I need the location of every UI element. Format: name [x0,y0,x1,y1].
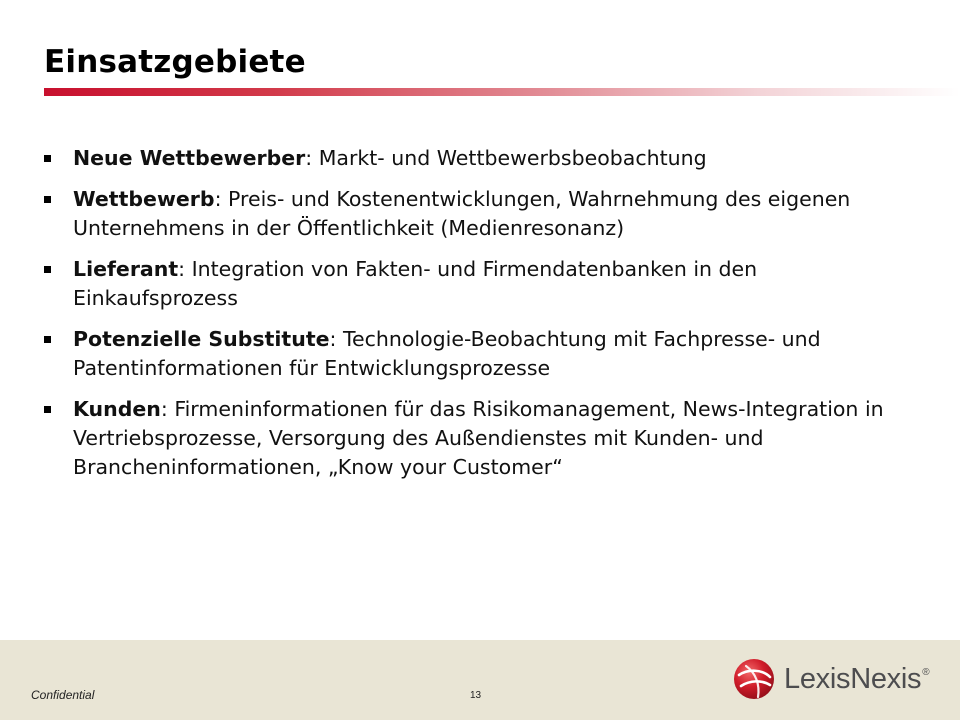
bullet-item [44,185,924,243]
title-underline-bar [44,88,960,96]
bullet-term: Neue Wettbewerber [73,146,306,170]
bullet-item [44,255,924,313]
bullet-text: : Integration von Fakten- und Firmendatenbanken in den Einkaufsprozess [73,257,758,310]
bullet-term: Kunden [73,397,161,421]
lexisnexis-sphere-icon [732,657,776,701]
logo-wordmark [784,663,929,696]
square-bullet-icon [44,406,51,413]
lexisnexis-logo [732,656,929,702]
page-number: 13 [470,690,482,701]
registered-mark: ® [922,666,930,678]
bullet-text: : Firmeninformationen für das Risikomanagement, News-Integration in Vertriebsprozesse, Versorgung des Außendienstes mit Kunden- und Brancheninformationen, „Know your Customer“ [73,397,884,479]
bullet-term: Potenzielle Substitute [73,327,330,351]
bullet-item [44,395,924,482]
bullet-text: : Technologie-Beobachtung mit Fachpresse- und Patentinformationen für Entwicklungsprozesse [73,327,821,380]
square-bullet-icon [44,196,51,203]
bullet-term: Wettbewerb [73,187,215,211]
square-bullet-icon [44,155,51,162]
square-bullet-icon [44,266,51,273]
bullet-term: Lieferant [73,257,179,281]
bullet-item [44,325,924,383]
slide-title: Einsatzgebiete [44,44,306,80]
bullet-text: : Preis- und Kostenentwicklungen, Wahrnehmung des eigenen Unternehmens in der Öffentlichkeit (Medienresonanz) [73,187,851,240]
bullet-item [44,144,924,173]
logo-wordmark-text: LexisNexis [784,662,922,695]
bullet-text: : Markt- und Wettbewerbsbeobachtung [305,146,707,170]
square-bullet-icon [44,336,51,343]
bullet-list [44,144,924,494]
confidential-label: Confidential [31,688,95,702]
